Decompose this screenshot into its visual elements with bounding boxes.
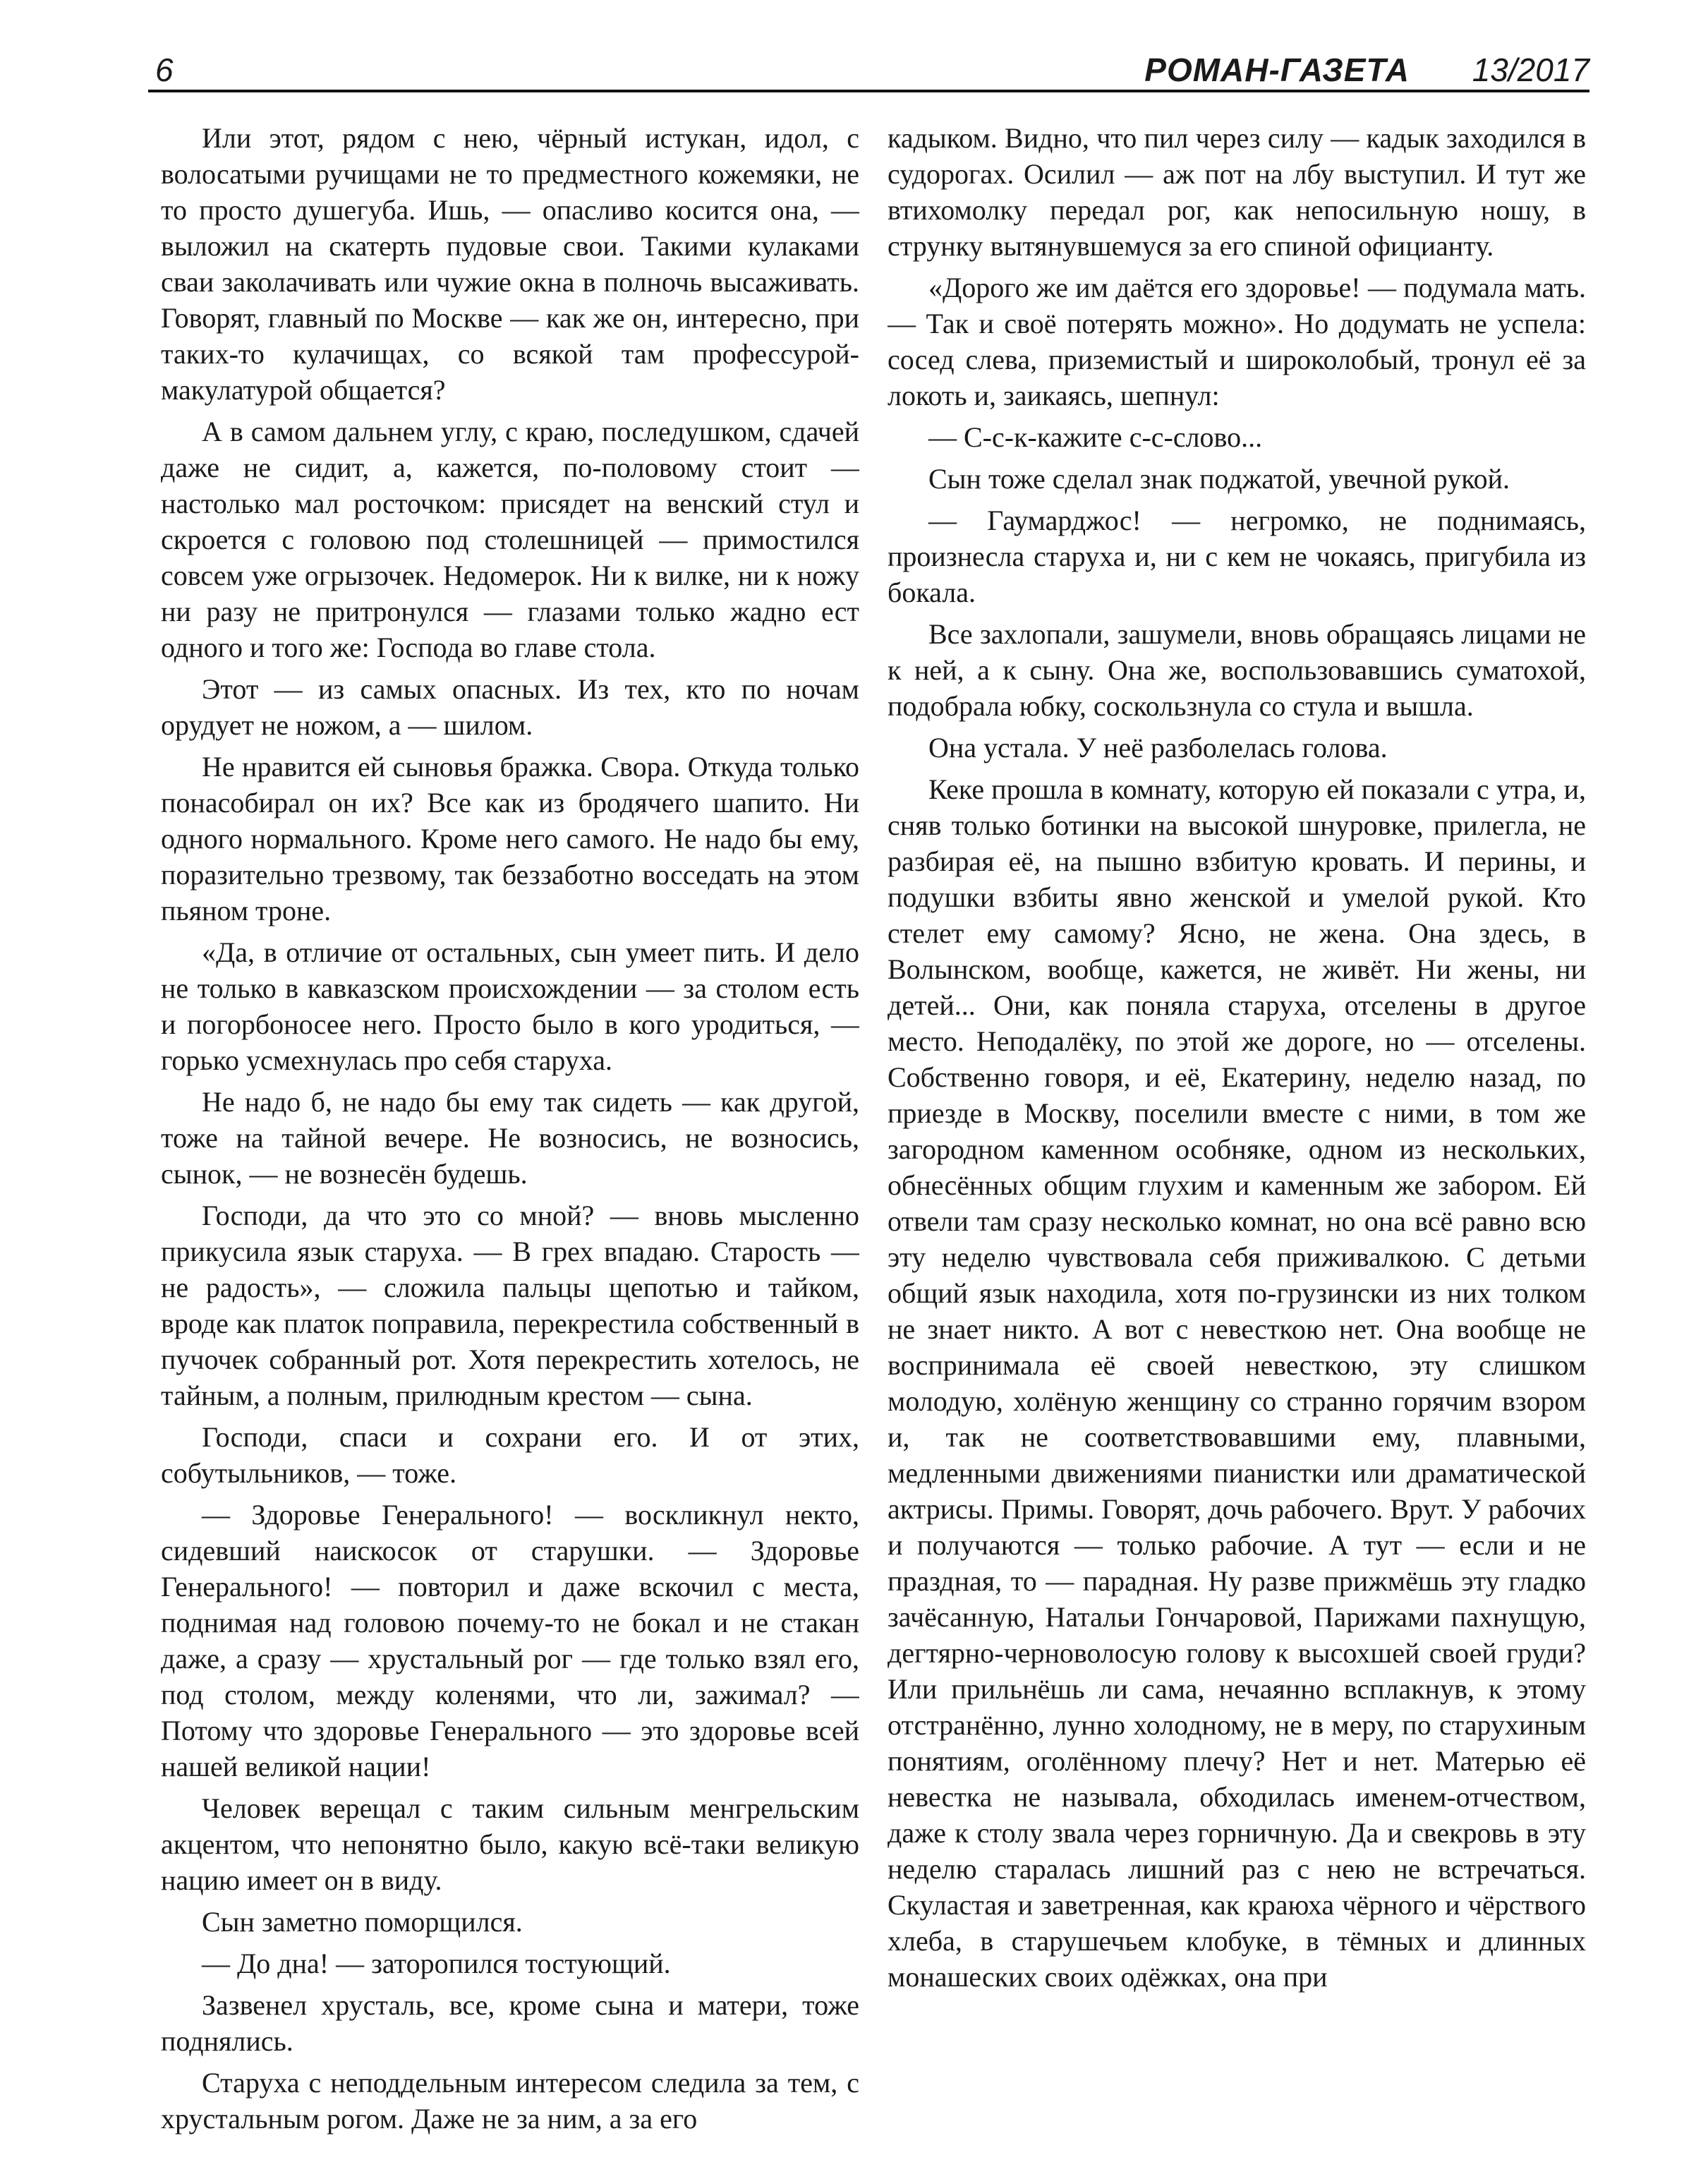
paragraph: Не нравится ей сыновья бражка. Свора. Откуда только понасобирал он их? Все как из бродячего шапито. Ни одного нормального. Кроме него самого. Не надо бы ему, поразительно трезвому, так беззаботно восседать на этом пьяном троне. (161, 751, 859, 926)
paragraph: Не надо б, не надо бы ему так сидеть — как другой, тоже на тайной вечере. Не возносись, не возносись, сынок, — не вознесён будешь. (161, 1086, 859, 1190)
paragraph: Она устала. У неё разболелась голова. (928, 732, 1388, 763)
paragraph: Сын заметно поморщился. (202, 1906, 523, 1938)
magazine-title: РОМАН-ГАЗЕТА (1144, 52, 1410, 88)
paragraph: Старуха с неподдельным интересом следила за тем, с хрустальным рогом. Даже не за ним, а за его (161, 2067, 859, 2135)
left-column (161, 120, 859, 2145)
paragraph: Кеке прошла в комнату, которую ей показали с утра, и, сняв только ботинки на высокой шнуровке, прилегла, не разбирая её, на пышно взбитую кровать. И перины, и подушки взбиты явно женской и умелой рукой. Кто стелет ему самому? Ясно, не жена. Она здесь, в Волынском, вообще, кажется, не живёт. Ни жены, ни детей... Они, как поняла старуха, отселены в другое место. Неподалёку, по этой же дороге, но — отселены. Собственно говоря, и её, Екатерину, неделю назад, по приезде в Москву, поселили вместе с ними, в том же загородном каменном особняке, одном из нескольких, обнесённых общим глухим и каменным же забором. Ей отвели там сразу несколько комнат, но она всё равно всю эту неделю чувствовала себя приживалкою. С детьми общий язык находила, хотя по-грузински из них толком не знает никто. А вот с невесткою нет. Она вообще не воспринимала её своей невесткою, эту слишком молодую, холёную женщину со странно горячим взором и, так не соответствовавшими ему, плавными, медленными движениями пианистки или драматической актрисы. Примы. Говорят, дочь рабочего. Врут. У рабочих и получаются — только рабочие. А тут — если и не праздная, то — парадная. Ну разве прижмёшь эту гладко зачёсанную, Натальи Гончаровой, Парижами пахнущую, дегтярно-черноволосую голову к высохшей своей груди? Или прильнёшь ли сама, нечаянно всплакнув, к этому отстранённо, лунно холодному, не в меру, по старухиным понятиям, оголённому плечу? Нет и нет. Матерью её невестка не называла, обходилась именем-отчеством, даже к столу звала через горничную. Да и свекровь в эту неделю старалась лишний раз с нею не встречаться. Скуластая и заветренная, как краюха чёрного и чёрствого хлеба, в старушечьем клобуке, в тёмных и длинных монашеских своих одёжках, она при (888, 773, 1586, 1993)
page-number: 6 (155, 52, 174, 88)
paragraph: Человек верещал с таким сильным менгрельским акцентом, что непонятно было, какую всё-таки великую нацию имеет он в виду. (161, 1792, 859, 1896)
paragraph: — Здоровье Генерального! — воскликнул некто, сидевший наискосок от старушки. — Здоровье Генерального! — повторил и даже вскочил с места, поднимая над головою почему-то не бокал и не стакан даже, а сразу — хрустальный рог — где только взял его, под столом, между коленями, что ли, зажимал? — Потому что здоровье Генерального — это здоровье всей нашей великой нации! (161, 1499, 859, 1782)
paragraph: «Да, в отличие от остальных, сын умеет пить. И дело не только в кавказском происхождении — за столом есть и погорбоносее него. Просто было в кого уродиться, — горько усмехнулась про себя старуха. (161, 936, 859, 1076)
paragraph-continued: кадыком. Видно, что пил через силу — кадык заходился в судорогах. Осилил — аж пот на лбу выступил. И тут же втихомолку передал рог, как непосильную ношу, в струнку вытянувшемуся за его спиной официанту. (888, 122, 1586, 262)
paragraph: Все захлопали, зашумели, вновь обращаясь лицами не к ней, а к сыну. Она же, воспользовавшись суматохой, подобрала юбку, соскользнула со стула и вышла. (888, 618, 1586, 722)
paragraph: Сын тоже сделал знак поджатой, увечной рукой. (928, 463, 1510, 495)
paragraph: Этот — из самых опасных. Из тех, кто по ночам орудует не ножом, а — шилом. (161, 673, 859, 741)
header-rule (148, 90, 1589, 92)
paragraph: — С-с-к-кажите с-с-слово... (928, 421, 1263, 453)
paragraph: «Дорого же им даётся его здоровье! — подумала мать. — Так и своё потерять можно». Но додумать не успела: сосед слева, приземистый и широколобый, тронул её за локоть и, заикаясь, шепнул: (888, 272, 1586, 411)
page-header (141, 49, 1589, 90)
issue-number: 13/2017 (1472, 52, 1589, 88)
paragraph: Господи, спаси и сохрани его. И от этих, собутыльников, — тоже. (161, 1421, 859, 1489)
right-column (888, 120, 1586, 2145)
paragraph: Зазвенел хрусталь, все, кроме сына и матери, тоже поднялись. (161, 1989, 859, 2057)
paragraph: Или этот, рядом с нею, чёрный истукан, идол, с волосатыми ручищами не то предместного кожемяки, не то просто душегуба. Ишь, — опасливо косится она, — выложил на скатерть пудовые свои. Такими кулаками сваи заколачивать или чужие окна в полночь высаживать. Говорят, главный по Москве — как же он, интересно, при таких-то кулачищах, со всякой там профессурой-макулатурой общается? (161, 122, 859, 406)
paragraph: — До дна! — заторопился тостующий. (202, 1948, 671, 1979)
paragraph: — Гаумарджос! — негромко, не поднимаясь, произнесла старуха и, ни с кем не чокаясь, пригубила из бокала. (888, 505, 1586, 608)
paragraph: Господи, да что это со мной? — вновь мысленно прикусила язык старуха. — В грех впадаю. Старость — не радость», — сложила пальцы щепотью и тайком, вроде как платок поправила, перекрестила собственный в пучочек собранный рот. Хотя перекрестить хотелось, не тайным, а полным, прилюдным крестом — сына. (161, 1200, 859, 1411)
paragraph: А в самом дальнем углу, с краю, последушком, сдачей даже не сидит, а, кажется, по-половому стоит — настолько мал росточком: присядет на венский стул и скроется с головою под столешницей — примостился совсем уже огрызочек. Недомерок. Ни к вилке, ни к ножу ни разу не притронулся — глазами только жадно ест одного и того же: Господа во главе стола. (161, 416, 859, 663)
